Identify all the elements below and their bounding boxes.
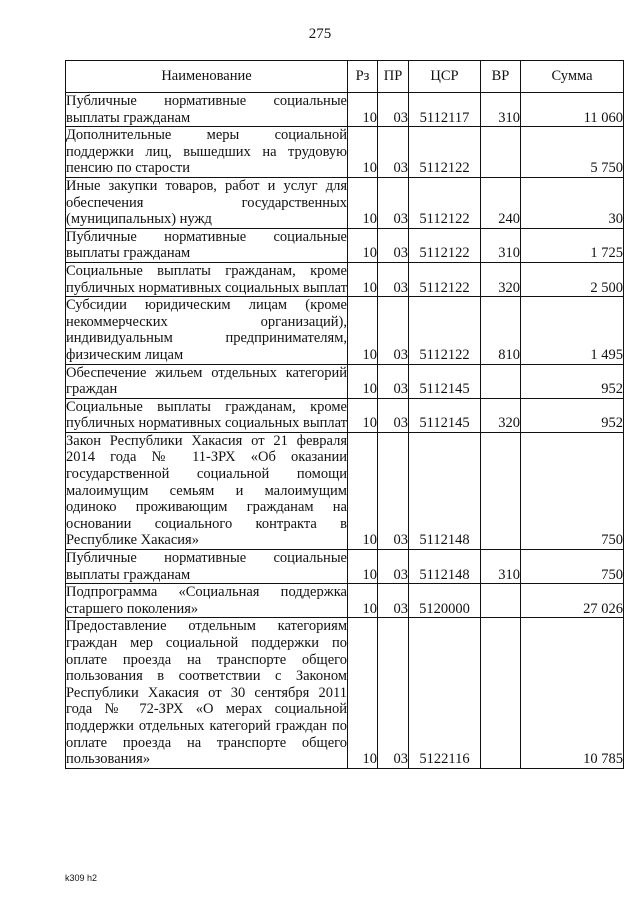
header-sum: Сумма (521, 61, 624, 93)
header-vr: ВР (481, 61, 521, 93)
cell-csr: 5112148 (409, 432, 481, 549)
cell-pr: 03 (378, 398, 409, 432)
cell-name: Субсидии юридическим лицам (кроме некоммерческих организаций), индивидуальным предпринимателям, физическим лицам (66, 297, 347, 363)
cell-pr: 03 (378, 618, 409, 768)
cell-sum: 30 (521, 177, 624, 228)
cell-name: Социальные выплаты гражданам, кроме публичных нормативных социальных выплат (66, 262, 347, 296)
cell-vr: 310 (481, 550, 521, 584)
table-row (66, 618, 624, 768)
cell-vr: 320 (481, 398, 521, 432)
table-body (66, 93, 624, 769)
cell-sum: 952 (521, 364, 624, 398)
cell-vr (481, 432, 521, 549)
cell-rz: 10 (348, 127, 378, 178)
cell-vr: 310 (481, 228, 521, 262)
table-row (66, 93, 624, 127)
table-row (66, 127, 624, 178)
cell-rz: 10 (348, 432, 378, 549)
cell-name: Социальные выплаты гражданам, кроме публичных нормативных социальных выплат (66, 398, 347, 432)
table-row (66, 297, 624, 364)
table-row (66, 550, 624, 584)
header-name: Наименование (66, 61, 348, 93)
cell-vr: 240 (481, 177, 521, 228)
cell-pr: 03 (378, 93, 409, 127)
cell-name: Предоставление отдельным категориям граждан мер социальной поддержки по оплате проезда на транспорте общего пользования в соответствии с Законом Республики Хакасия от 30 сентября 2011 года № 72-ЗРХ «О мерах социальной поддержки отдельных категорий граждан по оплате проезда на транспорте общего пользования» (66, 618, 347, 768)
cell-csr: 5112145 (409, 398, 481, 432)
cell-pr: 03 (378, 364, 409, 398)
table-row (66, 364, 624, 398)
cell-vr: 310 (481, 93, 521, 127)
cell-csr: 5112148 (409, 550, 481, 584)
cell-pr: 03 (378, 262, 409, 296)
table-row (66, 177, 624, 228)
cell-pr: 03 (378, 584, 409, 618)
cell-rz: 10 (348, 297, 378, 364)
cell-vr (481, 584, 521, 618)
cell-sum: 1 725 (521, 228, 624, 262)
cell-pr: 03 (378, 550, 409, 584)
cell-rz: 10 (348, 618, 378, 768)
table-header-row (66, 61, 624, 93)
cell-name: Закон Республики Хакасия от 21 февраля 2014 года № 11-ЗРХ «Об оказании государственной социальной помощи малоимущим семьям и малоимущим одиноко проживающим гражданам на основании социального контракта в Республике Хакасия» (66, 432, 347, 549)
cell-sum: 2 500 (521, 262, 624, 296)
table-row (66, 262, 624, 296)
budget-table (65, 60, 624, 769)
cell-name: Подпрограмма «Социальная поддержка старшего поколения» (66, 584, 347, 617)
cell-csr: 5112122 (409, 127, 481, 178)
cell-rz: 10 (348, 550, 378, 584)
cell-sum: 750 (521, 432, 624, 549)
cell-sum: 5 750 (521, 127, 624, 178)
cell-sum: 10 785 (521, 618, 624, 768)
table-row (66, 228, 624, 262)
cell-csr: 5120000 (409, 584, 481, 618)
cell-name: Публичные нормативные социальные выплаты гражданам (66, 93, 347, 126)
table-row (66, 398, 624, 432)
cell-sum: 27 026 (521, 584, 624, 618)
cell-rz: 10 (348, 228, 378, 262)
cell-csr: 5112122 (409, 297, 481, 364)
cell-rz: 10 (348, 584, 378, 618)
cell-vr: 810 (481, 297, 521, 364)
cell-name: Иные закупки товаров, работ и услуг для обеспечения государственных (муниципальных) нужд (66, 177, 347, 228)
cell-name: Дополнительные меры социальной поддержки лиц, вышедших на трудовую пенсию по старости (66, 127, 347, 177)
cell-pr: 03 (378, 127, 409, 178)
cell-sum: 750 (521, 550, 624, 584)
cell-pr: 03 (378, 432, 409, 549)
cell-rz: 10 (348, 93, 378, 127)
cell-vr: 320 (481, 262, 521, 296)
cell-vr (481, 364, 521, 398)
cell-name: Обеспечение жильем отдельных категорий граждан (66, 364, 347, 398)
cell-vr (481, 127, 521, 178)
cell-csr: 5122116 (409, 618, 481, 768)
cell-csr: 5112122 (409, 177, 481, 228)
cell-rz: 10 (348, 398, 378, 432)
table-row (66, 432, 624, 549)
cell-rz: 10 (348, 177, 378, 228)
header-csr: ЦСР (409, 61, 481, 93)
cell-name: Публичные нормативные социальные выплаты гражданам (66, 550, 347, 583)
header-rz: Рз (348, 61, 378, 93)
cell-sum: 11 060 (521, 93, 624, 127)
cell-vr (481, 618, 521, 768)
footer-code: k309 h2 (65, 873, 98, 883)
cell-pr: 03 (378, 177, 409, 228)
cell-csr: 5112145 (409, 364, 481, 398)
cell-csr: 5112122 (409, 228, 481, 262)
cell-sum: 1 495 (521, 297, 624, 364)
cell-sum: 952 (521, 398, 624, 432)
cell-csr: 5112117 (409, 93, 481, 127)
cell-pr: 03 (378, 297, 409, 364)
header-pr: ПР (378, 61, 409, 93)
table-row (66, 584, 624, 618)
cell-name: Публичные нормативные социальные выплаты гражданам (66, 228, 347, 262)
page-number: 275 (308, 26, 332, 42)
cell-pr: 03 (378, 228, 409, 262)
cell-rz: 10 (348, 262, 378, 296)
cell-rz: 10 (348, 364, 378, 398)
cell-csr: 5112122 (409, 262, 481, 296)
